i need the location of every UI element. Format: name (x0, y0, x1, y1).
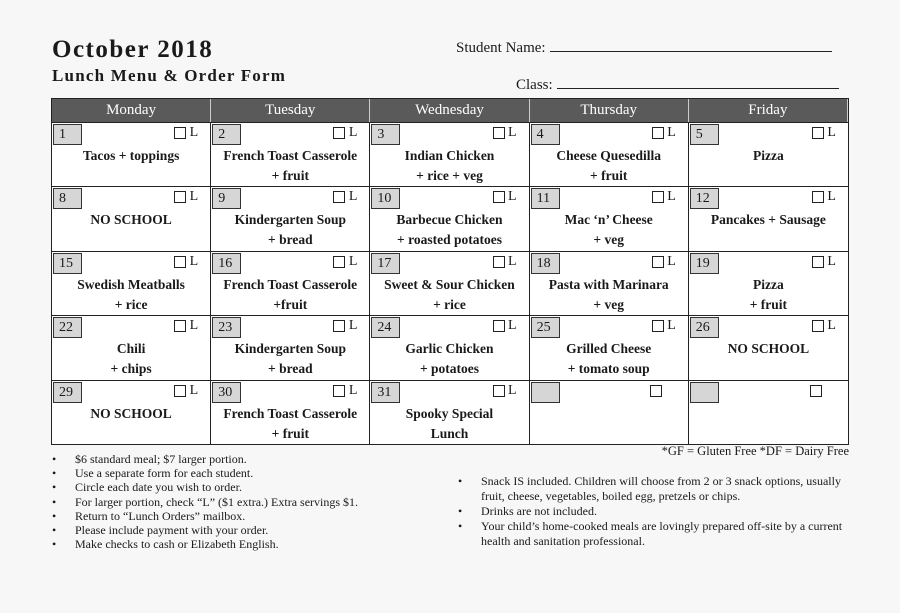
date-number[interactable]: 24 (371, 317, 400, 338)
meal-description (689, 339, 848, 359)
large-portion-label: L (827, 253, 836, 269)
large-portion-checkbox[interactable] (333, 127, 345, 139)
date-number[interactable]: 16 (212, 253, 241, 274)
meal-main: NO SCHOOL (727, 341, 810, 357)
class-label: Class: (516, 77, 553, 93)
meal-side: +fruit (273, 296, 308, 312)
meal-main: Swedish Meatballs (77, 276, 185, 292)
calendar-day-cell[interactable] (52, 315, 211, 379)
large-portion-checkbox[interactable] (493, 127, 505, 139)
large-portion-checkbox[interactable] (493, 385, 505, 397)
meal-description (530, 275, 688, 315)
meal-side: + fruit (271, 425, 309, 441)
meal-main: Pancakes + Sausage (710, 212, 826, 228)
large-portion-checkbox[interactable] (650, 385, 662, 397)
date-number[interactable]: 11 (531, 188, 560, 209)
calendar-day-cell[interactable] (530, 122, 689, 186)
meal-side: + chips (110, 361, 152, 377)
day-header-tuesday: Tuesday (211, 99, 370, 122)
note-item: • Circle each date you wish to order. (50, 480, 430, 494)
meal-description (52, 146, 210, 166)
large-portion-checkbox[interactable] (333, 385, 345, 397)
meal-side: + potatoes (419, 361, 480, 377)
large-portion-label: L (348, 253, 358, 269)
meal-main: Kindergarten Soup (234, 212, 346, 228)
large-portion-checkbox[interactable] (812, 191, 824, 203)
large-portion-label: L (667, 189, 676, 205)
large-portion-label: L (348, 189, 358, 205)
large-portion-checkbox[interactable] (493, 320, 505, 332)
calendar-day-cell[interactable] (370, 251, 529, 315)
calendar-day-cell[interactable] (689, 122, 848, 186)
meal-main: Kindergarten Soup (234, 341, 346, 357)
date-number[interactable]: 26 (690, 317, 719, 338)
calendar-day-cell[interactable] (52, 380, 211, 444)
meal-main: Indian Chicken (404, 148, 495, 163)
meal-description (530, 339, 688, 379)
large-portion-checkbox[interactable] (812, 320, 824, 332)
calendar-day-cell[interactable] (370, 380, 529, 444)
large-portion-label: L (189, 189, 199, 205)
large-portion-label: L (667, 253, 676, 269)
large-portion-label: L (508, 189, 517, 205)
date-number[interactable]: 5 (690, 124, 719, 145)
date-number[interactable]: 29 (53, 382, 82, 403)
meal-description (52, 210, 210, 230)
large-portion-checkbox[interactable] (333, 256, 345, 268)
meal-description (211, 146, 369, 186)
calendar-day-cell[interactable] (211, 122, 370, 186)
page-title: October 2018 (52, 36, 214, 63)
student-name-label: Student Name: (456, 40, 546, 56)
meal-main: Tacos + toppings (82, 148, 180, 163)
meal-main: Spooky Special (405, 405, 494, 421)
meal-side: + fruit (749, 296, 788, 312)
calendar-day-cell[interactable] (52, 122, 211, 186)
large-portion-label: L (348, 382, 358, 398)
meal-side: Lunch (430, 425, 469, 441)
order-instructions (50, 452, 430, 551)
calendar-day-cell[interactable] (689, 251, 848, 315)
meal-side: + bread (268, 232, 313, 248)
calendar-day-cell[interactable] (689, 186, 848, 250)
large-portion-label: L (189, 318, 199, 334)
large-portion-label: L (827, 125, 836, 140)
meal-main: NO SCHOOL (90, 405, 172, 421)
meal-side: + veg (593, 296, 624, 312)
meal-description (52, 339, 210, 379)
note-item: • Use a separate form for each student. (50, 466, 430, 480)
meal-description (211, 210, 369, 250)
date-number[interactable]: 25 (531, 317, 560, 338)
meal-description (211, 339, 369, 379)
meal-description (530, 146, 688, 186)
meal-description (689, 146, 848, 166)
meal-side: + rice + veg (416, 168, 483, 183)
note-item: • Drinks are not included. (456, 504, 856, 519)
calendar-day-cell[interactable] (530, 380, 689, 444)
date-number[interactable]: 8 (53, 188, 82, 209)
meal-side: + tomato soup (567, 361, 650, 377)
date-number[interactable] (690, 382, 719, 403)
meal-info-notes (456, 474, 856, 549)
meal-description (370, 275, 528, 315)
day-header-thursday: Thursday (530, 99, 689, 122)
large-portion-label: L (348, 318, 358, 334)
meal-main: French Toast Casserole (223, 276, 358, 292)
calendar-day-cell[interactable] (370, 122, 529, 186)
date-number[interactable]: 10 (371, 188, 400, 209)
large-portion-label: L (508, 318, 517, 334)
meal-description (52, 404, 210, 424)
large-portion-checkbox[interactable] (174, 191, 186, 203)
student-name-field[interactable] (456, 38, 832, 57)
large-portion-label: L (189, 382, 199, 398)
meal-description (211, 275, 369, 315)
date-number[interactable]: 9 (212, 188, 241, 209)
date-number[interactable]: 17 (371, 253, 400, 274)
note-item: • $6 standard meal; $7 larger portion. (50, 452, 430, 466)
date-number[interactable] (531, 382, 560, 403)
large-portion-checkbox[interactable] (174, 127, 186, 139)
meal-side: + fruit (590, 168, 628, 183)
meal-main: Mac ‘n’ Cheese (564, 212, 653, 228)
meal-main: Pasta with Marinara (548, 276, 669, 292)
date-number[interactable]: 23 (212, 317, 241, 338)
class-field[interactable] (516, 75, 839, 94)
meal-main: Garlic Chicken (405, 341, 494, 357)
meal-main: Cheese Quesedilla (556, 148, 661, 163)
meal-main: French Toast Casserole (223, 405, 358, 421)
meal-main: Barbecue Chicken (396, 212, 503, 228)
date-number[interactable]: 3 (371, 124, 400, 145)
calendar-day-cell[interactable] (530, 251, 689, 315)
meal-description (689, 210, 848, 230)
large-portion-checkbox[interactable] (493, 191, 505, 203)
large-portion-checkbox[interactable] (652, 320, 664, 332)
calendar-day-cell[interactable] (530, 186, 689, 250)
meal-description (211, 404, 369, 444)
calendar-day-cell[interactable] (211, 251, 370, 315)
meal-description (370, 404, 528, 444)
page-subtitle: Lunch Menu & Order Form (52, 66, 287, 85)
note-item: • Please include payment with your order. (50, 523, 430, 537)
student-name-line[interactable] (550, 38, 832, 52)
note-item: • Make checks to cash or Elizabeth English. (50, 537, 430, 551)
large-portion-label: L (508, 382, 517, 398)
meal-main: NO SCHOOL (90, 212, 172, 228)
large-portion-label: L (667, 318, 676, 334)
large-portion-checkbox[interactable] (652, 191, 664, 203)
note-item: • Snack IS included. Children will choose from 2 or 3 snack options, usually fruit, cheese, vegetables, boiled egg, pretzels or chips. (456, 474, 856, 504)
large-portion-checkbox[interactable] (652, 256, 664, 268)
calendar-day-cell[interactable] (370, 315, 529, 379)
large-portion-checkbox[interactable] (812, 127, 824, 139)
meal-description (52, 275, 210, 315)
note-item: • For larger portion, check “L” ($1 extra.) Extra servings $1. (50, 495, 430, 509)
class-line[interactable] (557, 75, 839, 89)
meal-main: Grilled Cheese (566, 341, 652, 357)
note-item: • Your child’s home-cooked meals are lovingly prepared off-site by a current health and sanitation professional. (456, 519, 856, 549)
large-portion-label: L (189, 125, 199, 140)
meal-description (370, 210, 528, 250)
large-portion-checkbox[interactable] (812, 256, 824, 268)
meal-description (370, 339, 528, 379)
calendar-day-cell[interactable] (689, 380, 848, 444)
large-portion-checkbox[interactable] (174, 385, 186, 397)
meal-main: Pizza (753, 148, 784, 163)
calendar-day-cell[interactable] (211, 315, 370, 379)
date-number[interactable]: 12 (690, 188, 719, 209)
calendar-day-cell[interactable] (370, 186, 529, 250)
meal-side: + roasted potatoes (397, 232, 502, 248)
large-portion-label: L (189, 253, 199, 269)
diet-legend: *GF = Gluten Free *DF = Dairy Free (661, 444, 849, 458)
calendar-day-cell[interactable] (211, 186, 370, 250)
meal-main: French Toast Casserole (223, 148, 358, 163)
meal-main: Sweet & Sour Chicken (384, 276, 515, 292)
large-portion-checkbox[interactable] (652, 127, 664, 139)
meal-main: Chili (116, 341, 146, 357)
date-number[interactable]: 22 (53, 317, 82, 338)
meal-description (689, 275, 848, 315)
calendar-day-cell[interactable] (530, 315, 689, 379)
date-number[interactable]: 19 (690, 253, 719, 274)
large-portion-label: L (827, 189, 836, 205)
large-portion-checkbox[interactable] (493, 256, 505, 268)
calendar-day-cell[interactable] (52, 251, 211, 315)
lunch-calendar (51, 98, 849, 445)
meal-side: + bread (268, 361, 313, 377)
large-portion-checkbox[interactable] (333, 191, 345, 203)
date-number[interactable]: 2 (212, 124, 241, 145)
meal-side: + fruit (271, 168, 309, 183)
large-portion-checkbox[interactable] (810, 385, 822, 397)
meal-main: Pizza (753, 276, 784, 292)
calendar-day-cell[interactable] (689, 315, 848, 379)
meal-side: + rice (114, 296, 148, 312)
meal-description (370, 146, 528, 186)
large-portion-checkbox[interactable] (174, 256, 186, 268)
date-number[interactable]: 4 (531, 124, 560, 145)
large-portion-label: L (348, 125, 358, 140)
large-portion-label: L (508, 125, 517, 140)
large-portion-label: L (667, 125, 676, 140)
calendar-day-cell[interactable] (52, 186, 211, 250)
date-number[interactable]: 15 (53, 253, 82, 274)
date-number[interactable]: 30 (212, 382, 241, 403)
calendar-day-cell[interactable] (211, 380, 370, 444)
date-number[interactable]: 31 (371, 382, 400, 403)
meal-side: + veg (593, 232, 624, 248)
meal-side: + rice (433, 296, 466, 312)
large-portion-label: L (508, 253, 517, 269)
meal-description (530, 210, 688, 250)
day-header-monday: Monday (52, 99, 211, 122)
date-number[interactable]: 18 (531, 253, 560, 274)
day-header-friday: Friday (689, 99, 848, 122)
note-item: • Return to “Lunch Orders” mailbox. (50, 509, 430, 523)
large-portion-label: L (827, 318, 836, 334)
large-portion-checkbox[interactable] (333, 320, 345, 332)
day-header-wednesday: Wednesday (370, 99, 529, 122)
date-number[interactable]: 1 (53, 124, 82, 145)
large-portion-checkbox[interactable] (174, 320, 186, 332)
